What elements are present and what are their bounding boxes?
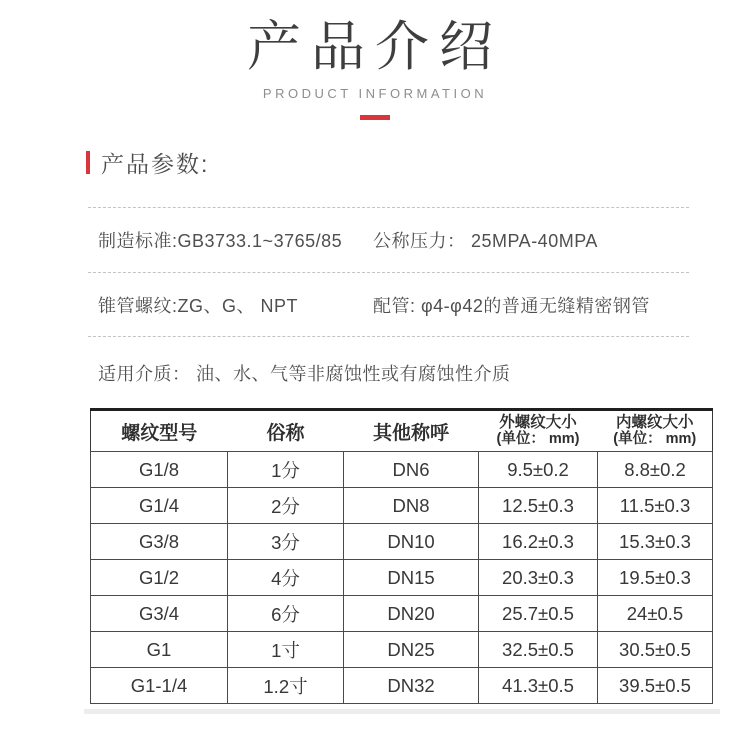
param-manufacturing-standard: 制造标准:GB3733.1~3765/85 xyxy=(98,231,343,251)
cell-common-name: 1分 xyxy=(228,452,344,488)
col-header-external-thread-size: 外螺纹大小 (单位： mm) xyxy=(479,410,598,452)
cell-external-size: 9.5±0.2 xyxy=(479,452,598,488)
section-heading xyxy=(86,146,209,179)
section-title: 产品参数: xyxy=(101,151,210,177)
cell-external-size: 16.2±0.3 xyxy=(479,524,598,560)
cell-external-size: 20.3±0.3 xyxy=(479,560,598,596)
cell-other-name: DN15 xyxy=(344,560,479,596)
parameter-row xyxy=(88,272,689,336)
accent-dash xyxy=(360,115,390,120)
col-header-internal-thread-size: 内螺纹大小 (单位： mm) xyxy=(598,410,713,452)
cell-common-name: 1.2寸 xyxy=(228,668,344,704)
cell-internal-size: 19.5±0.3 xyxy=(598,560,713,596)
accent-bar xyxy=(86,151,90,174)
cell-common-name: 6分 xyxy=(228,596,344,632)
col-header-other-name: 其他称呼 xyxy=(344,410,479,452)
cell-internal-size: 24±0.5 xyxy=(598,596,713,632)
page-title: 产品介绍 xyxy=(247,17,503,77)
param-nominal-pressure: 公称压力： 25MPA-40MPA xyxy=(373,231,598,251)
cell-other-name: DN32 xyxy=(344,668,479,704)
cell-other-name: DN25 xyxy=(344,632,479,668)
cell-external-size: 41.3±0.5 xyxy=(479,668,598,704)
cell-external-size: 32.5±0.5 xyxy=(479,632,598,668)
page-header xyxy=(0,14,750,120)
thread-spec-table xyxy=(90,408,713,704)
cell-common-name: 1寸 xyxy=(228,632,344,668)
cell-internal-size: 39.5±0.5 xyxy=(598,668,713,704)
cell-other-name: DN20 xyxy=(344,596,479,632)
cell-other-name: DN8 xyxy=(344,488,479,524)
cell-external-size: 12.5±0.3 xyxy=(479,488,598,524)
table-row xyxy=(91,668,713,704)
cell-thread-model: G1/2 xyxy=(91,560,228,596)
cell-common-name: 4分 xyxy=(228,560,344,596)
cell-common-name: 2分 xyxy=(228,488,344,524)
cell-thread-model: G1/8 xyxy=(91,452,228,488)
cell-internal-size: 8.8±0.2 xyxy=(598,452,713,488)
table-row xyxy=(91,596,713,632)
table-row xyxy=(91,632,713,668)
col-header-thread-model: 螺纹型号 xyxy=(91,410,228,452)
cell-internal-size: 11.5±0.3 xyxy=(598,488,713,524)
col-header-common-name: 俗称 xyxy=(228,410,344,452)
table-row xyxy=(91,524,713,560)
parameter-row xyxy=(88,336,689,408)
cell-internal-size: 30.5±0.5 xyxy=(598,632,713,668)
param-applicable-medium: 适用介质： 油、水、气等非腐蚀性或有腐蚀性介质 xyxy=(98,363,511,384)
cell-thread-model: G3/8 xyxy=(91,524,228,560)
table-shadow xyxy=(84,709,720,714)
cell-external-size: 25.7±0.5 xyxy=(479,596,598,632)
param-piping: 配管: φ4-φ42的普通无缝精密钢管 xyxy=(373,295,650,316)
table-header-row xyxy=(91,410,713,452)
parameter-list xyxy=(88,207,689,408)
page-subtitle: PRODUCT INFORMATION xyxy=(262,85,488,101)
parameter-row xyxy=(88,207,689,272)
cell-thread-model: G3/4 xyxy=(91,596,228,632)
cell-other-name: DN10 xyxy=(344,524,479,560)
cell-internal-size: 15.3±0.3 xyxy=(598,524,713,560)
table-row xyxy=(91,488,713,524)
table-row xyxy=(91,452,713,488)
cell-thread-model: G1 xyxy=(91,632,228,668)
table-row xyxy=(91,560,713,596)
cell-thread-model: G1-1/4 xyxy=(91,668,228,704)
cell-thread-model: G1/4 xyxy=(91,488,228,524)
cell-common-name: 3分 xyxy=(228,524,344,560)
cell-other-name: DN6 xyxy=(344,452,479,488)
param-taper-thread: 锥管螺纹:ZG、G、 NPT xyxy=(98,295,298,316)
